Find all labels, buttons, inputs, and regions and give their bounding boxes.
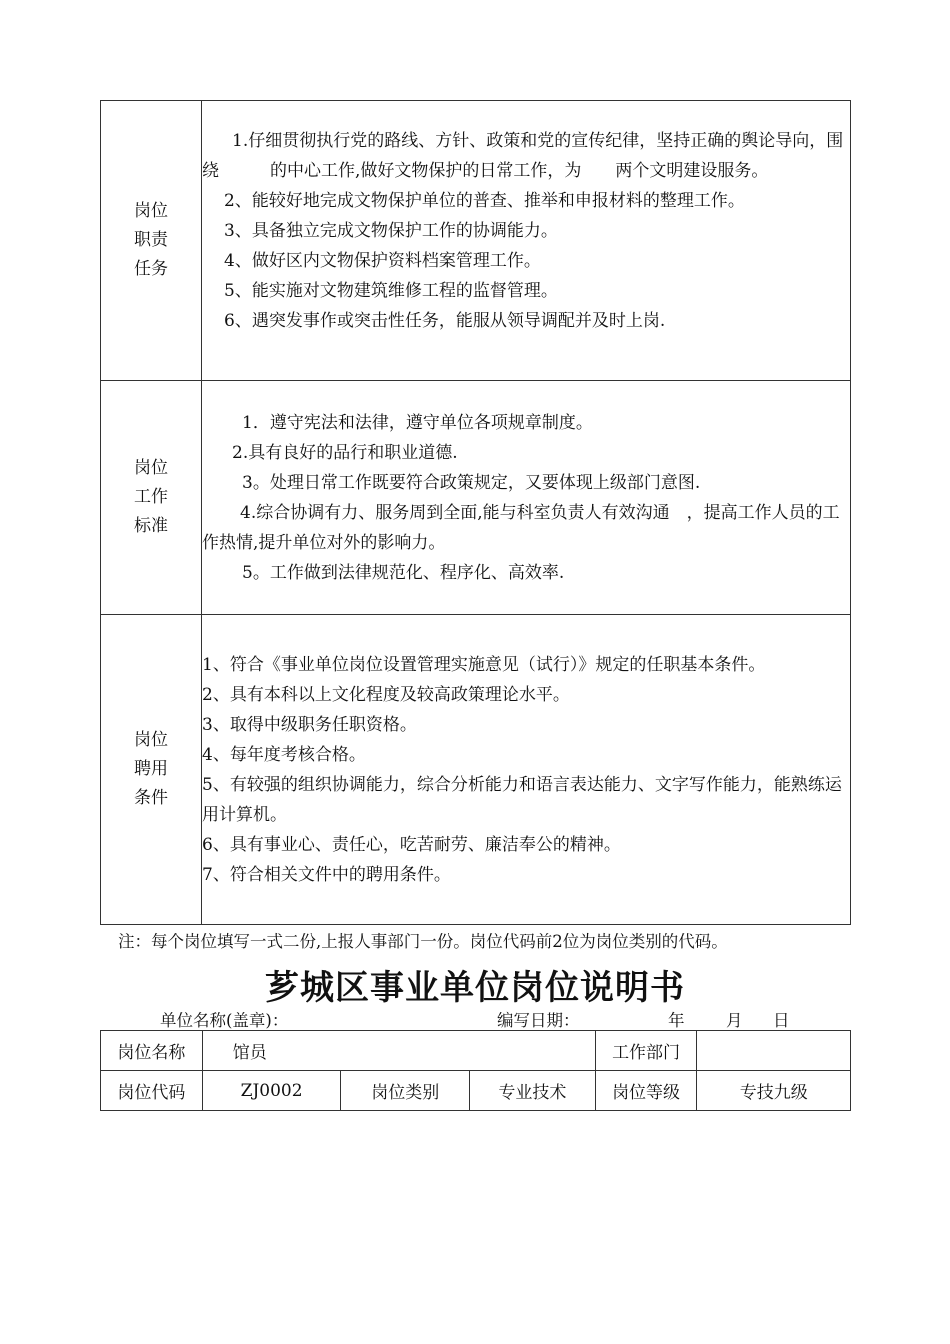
position-grade-value: 专技九级 <box>697 1071 851 1111</box>
position-code-value: ZJ0002 <box>202 1071 341 1111</box>
year-label: 年 <box>668 1011 685 1030</box>
info-row-code <box>101 1071 851 1111</box>
duties-content <box>202 101 851 381</box>
position-info-table <box>100 1030 851 1111</box>
duty-item: 3、具备独立完成文物保护工作的协调能力。 <box>224 220 558 241</box>
conditions-row <box>101 615 851 925</box>
standard-item: 3。处理日常工作既要符合政策规定，又要体现上级部门意图. <box>242 472 701 493</box>
condition-item: 3、取得中级职务任职资格。 <box>202 714 417 735</box>
position-type-value: 专业技术 <box>470 1071 596 1111</box>
duty-item: 1.仔细贯彻执行党的路线、方针、政策和党的宣传纪律，坚持正确的舆论导向，围绕 的中心工作,做好文物保护的日常工作，为 两个文明建设服务。 <box>202 130 844 181</box>
conditions-label: 岗位 聘用 条件 <box>101 615 202 925</box>
info-row-name <box>101 1031 851 1071</box>
unit-name-label: 单位名称(盖章)： <box>160 1011 289 1030</box>
standards-row <box>101 381 851 615</box>
condition-item: 5、有较强的组织协调能力，综合分析能力和语言表达能力、文字写作能力，能熟练运用计算机。 <box>202 774 842 825</box>
condition-item: 1、符合《事业单位岗位设置管理实施意见（试行）》规定的任职基本条件。 <box>202 654 766 675</box>
standard-item: 1．遵守宪法和法律，遵守单位各项规章制度。 <box>242 412 593 433</box>
position-grade-label: 岗位等级 <box>595 1071 697 1111</box>
duties-label: 岗位 职责 任务 <box>101 101 202 381</box>
footnote: 注：每个岗位填写一式二份,上报人事部门一份。岗位代码前2位为岗位类别的代码。 <box>118 932 728 951</box>
condition-item: 7、符合相关文件中的聘用条件。 <box>202 864 451 885</box>
position-code-label: 岗位代码 <box>101 1071 203 1111</box>
condition-item: 4、每年度考核合格。 <box>202 744 366 765</box>
duty-item: 2、能较好地完成文物保护单位的普查、推举和申报材料的整理工作。 <box>224 190 745 211</box>
standards-content <box>202 381 851 615</box>
date-label: 编写日期： <box>497 1011 580 1030</box>
department-value <box>697 1031 851 1071</box>
job-description-table <box>100 100 851 925</box>
condition-item: 2、具有本科以上文化程度及较高政策理论水平。 <box>202 684 570 705</box>
position-type-label: 岗位类别 <box>341 1071 470 1111</box>
duty-item: 4、做好区内文物保护资料档案管理工作。 <box>224 250 541 271</box>
position-name-value: 馆员 <box>202 1031 595 1071</box>
month-label: 月 <box>726 1011 743 1030</box>
department-label: 工作部门 <box>595 1031 697 1071</box>
duty-item: 6、遇突发事作或突击性任务，能服从领导调配并及时上岗. <box>224 310 666 331</box>
standards-label: 岗位 工作 标准 <box>101 381 202 615</box>
standard-item: 4.综合协调有力、服务周到全面,能与科室负责人有效沟通 ，提高工作人员的工作热情,提升单位对外的影响力。 <box>202 502 840 553</box>
standard-item: 2.具有良好的品行和职业道德. <box>232 442 458 463</box>
position-name-label: 岗位名称 <box>101 1031 203 1071</box>
conditions-content <box>202 615 851 925</box>
document-title: 芗城区事业单位岗位说明书 <box>265 968 685 1008</box>
day-label: 日 <box>773 1011 790 1030</box>
duties-row <box>101 101 851 381</box>
condition-item: 6、具有事业心、责任心，吃苦耐劳、廉洁奉公的精神。 <box>202 834 621 855</box>
standard-item: 5。工作做到法律规范化、程序化、高效率. <box>242 562 565 583</box>
duty-item: 5、能实施对文物建筑维修工程的监督管理。 <box>224 280 558 301</box>
